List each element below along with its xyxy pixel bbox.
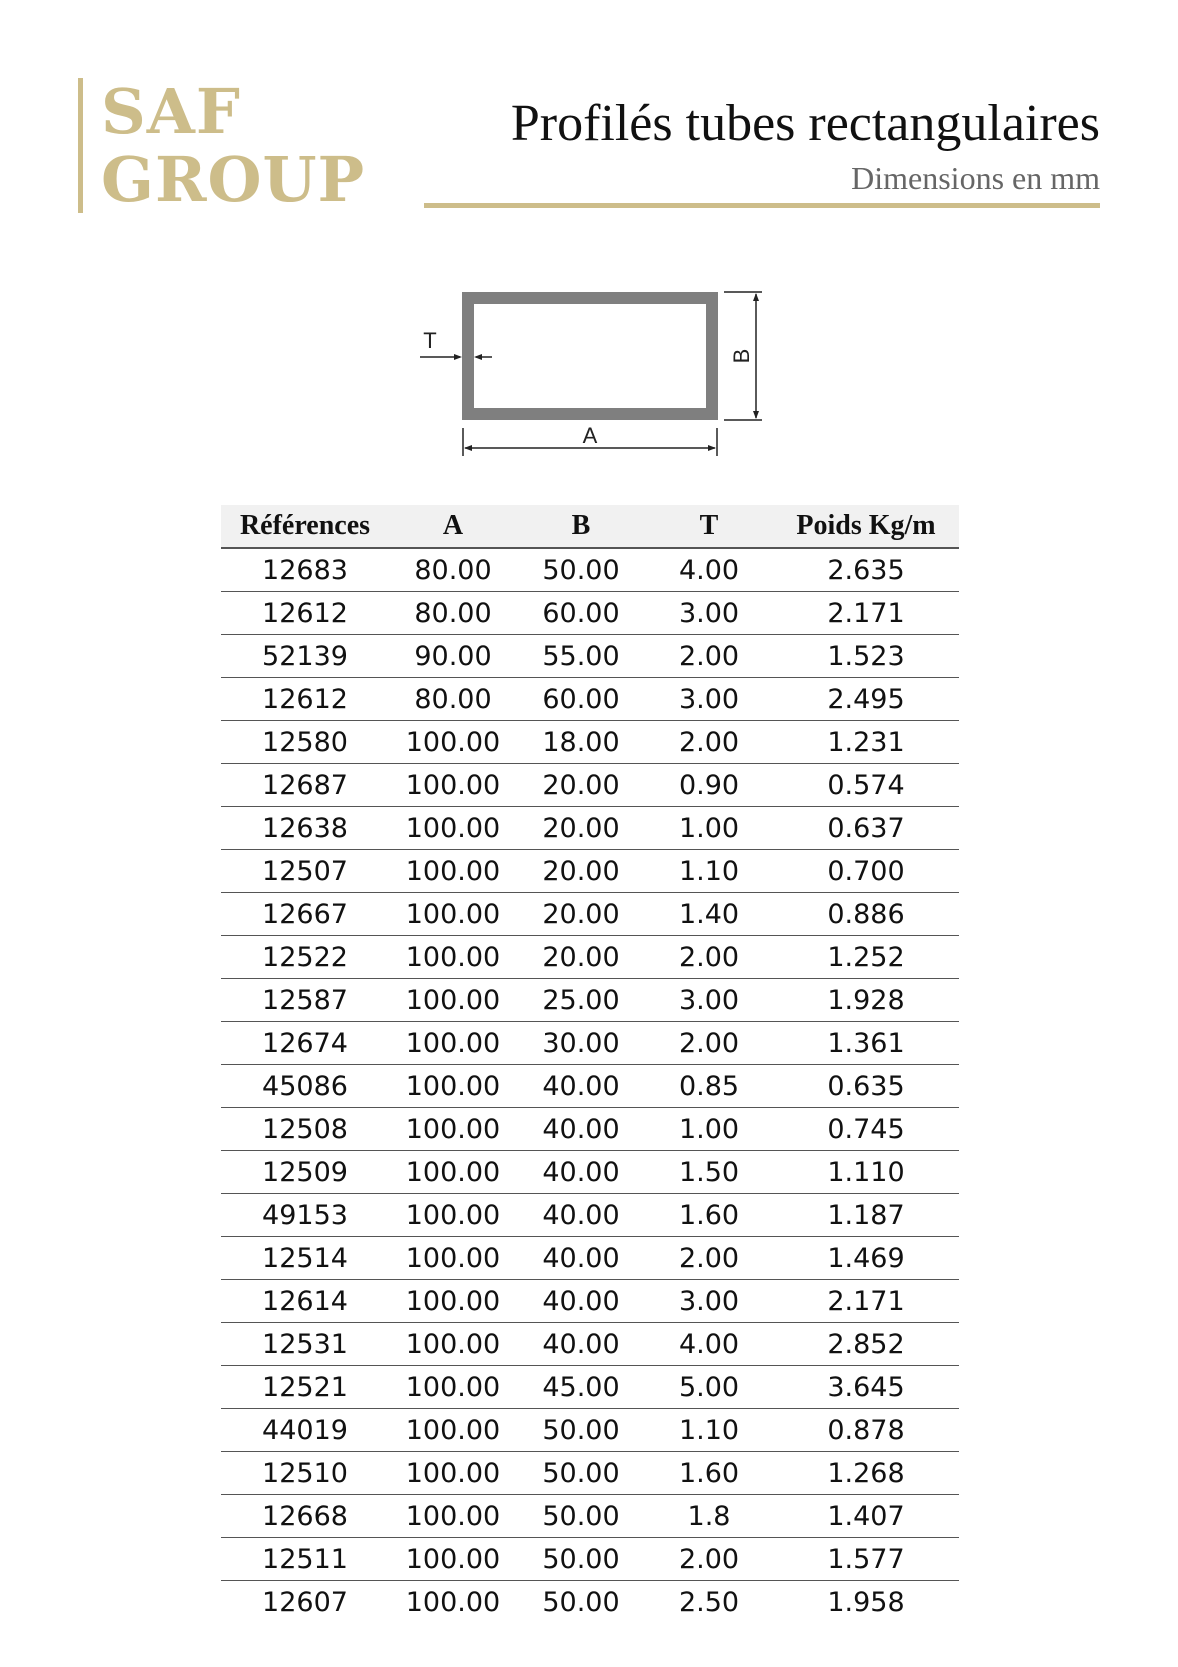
cell-reference: 12531 bbox=[221, 1323, 389, 1366]
cell-a: 100.00 bbox=[389, 893, 517, 936]
cell-reference: 44019 bbox=[221, 1409, 389, 1452]
cell-t: 3.00 bbox=[645, 592, 773, 635]
cell-t: 4.00 bbox=[645, 548, 773, 592]
cell-b: 50.00 bbox=[517, 1409, 645, 1452]
table-row bbox=[221, 1409, 959, 1452]
cell-weight: 1.577 bbox=[773, 1538, 959, 1581]
header-b: B bbox=[517, 505, 645, 548]
cell-reference: 12587 bbox=[221, 979, 389, 1022]
cell-a: 100.00 bbox=[389, 1194, 517, 1237]
cell-reference: 52139 bbox=[221, 635, 389, 678]
cell-reference: 12612 bbox=[221, 678, 389, 721]
cell-b: 40.00 bbox=[517, 1280, 645, 1323]
cell-reference: 12612 bbox=[221, 592, 389, 635]
cell-t: 1.40 bbox=[645, 893, 773, 936]
logo-line-2: GROUP bbox=[101, 143, 366, 216]
cell-b: 40.00 bbox=[517, 1151, 645, 1194]
cell-b: 40.00 bbox=[517, 1323, 645, 1366]
profile-inner bbox=[474, 304, 706, 408]
cell-t: 0.90 bbox=[645, 764, 773, 807]
cell-b: 20.00 bbox=[517, 936, 645, 979]
cell-reference: 12508 bbox=[221, 1108, 389, 1151]
table-row bbox=[221, 1581, 959, 1624]
cell-reference: 45086 bbox=[221, 1065, 389, 1108]
cell-reference: 12511 bbox=[221, 1538, 389, 1581]
cell-reference: 12509 bbox=[221, 1151, 389, 1194]
header-references: Références bbox=[221, 505, 389, 548]
a-label: A bbox=[582, 423, 598, 448]
cell-t: 2.00 bbox=[645, 936, 773, 979]
cell-b: 60.00 bbox=[517, 678, 645, 721]
company-logo bbox=[78, 75, 366, 216]
table-row bbox=[221, 1366, 959, 1409]
cell-b: 50.00 bbox=[517, 1452, 645, 1495]
cell-a: 100.00 bbox=[389, 764, 517, 807]
cell-a: 100.00 bbox=[389, 1022, 517, 1065]
cell-b: 20.00 bbox=[517, 850, 645, 893]
cell-b: 18.00 bbox=[517, 721, 645, 764]
logo-line-1: SAF bbox=[101, 75, 241, 148]
cell-t: 2.00 bbox=[645, 1237, 773, 1280]
cell-a: 100.00 bbox=[389, 1065, 517, 1108]
cell-weight: 2.635 bbox=[773, 548, 959, 592]
header-a: A bbox=[389, 505, 517, 548]
cell-weight: 0.700 bbox=[773, 850, 959, 893]
table-row bbox=[221, 635, 959, 678]
cell-t: 1.00 bbox=[645, 807, 773, 850]
cell-a: 100.00 bbox=[389, 1452, 517, 1495]
cell-weight: 1.361 bbox=[773, 1022, 959, 1065]
cell-weight: 1.928 bbox=[773, 979, 959, 1022]
table-row bbox=[221, 1022, 959, 1065]
table-row bbox=[221, 1323, 959, 1366]
b-arrowhead-bottom bbox=[753, 411, 759, 419]
cell-b: 40.00 bbox=[517, 1065, 645, 1108]
cell-b: 20.00 bbox=[517, 807, 645, 850]
cell-b: 40.00 bbox=[517, 1108, 645, 1151]
cell-a: 100.00 bbox=[389, 1108, 517, 1151]
cell-t: 2.50 bbox=[678, 1586, 740, 1618]
table-row bbox=[221, 721, 959, 764]
cell-a: 100.00 bbox=[389, 807, 517, 850]
cell-a: 100.00 bbox=[389, 1495, 517, 1538]
cell-reference: 12687 bbox=[221, 764, 389, 807]
cell-t: 1.60 bbox=[645, 1194, 773, 1237]
cell-t: 3.00 bbox=[645, 678, 773, 721]
t-arrowhead-left bbox=[454, 354, 462, 360]
cell-reference: 12607 bbox=[262, 1586, 348, 1618]
header-divider bbox=[424, 203, 1100, 208]
cell-weight: 2.495 bbox=[773, 678, 959, 721]
cell-weight: 1.469 bbox=[773, 1237, 959, 1280]
cell-weight: 2.171 bbox=[773, 1280, 959, 1323]
cell-weight: 0.637 bbox=[773, 807, 959, 850]
table-row bbox=[221, 979, 959, 1022]
cell-reference: 12667 bbox=[221, 893, 389, 936]
cell-weight: 0.886 bbox=[773, 893, 959, 936]
cell-b: 55.00 bbox=[517, 635, 645, 678]
cell-a: 100.00 bbox=[389, 936, 517, 979]
cell-weight: 3.645 bbox=[773, 1366, 959, 1409]
cell-weight: 0.745 bbox=[773, 1108, 959, 1151]
t-label: T bbox=[423, 328, 437, 353]
cell-reference: 12514 bbox=[221, 1237, 389, 1280]
cell-weight: 0.878 bbox=[773, 1409, 959, 1452]
cell-weight: 1.268 bbox=[773, 1452, 959, 1495]
table-row bbox=[221, 1538, 959, 1581]
cell-t: 3.00 bbox=[645, 1280, 773, 1323]
cell-a: 100.00 bbox=[389, 721, 517, 764]
cell-weight: 0.574 bbox=[773, 764, 959, 807]
profile-diagram bbox=[408, 280, 768, 470]
a-arrowhead-left bbox=[464, 445, 472, 451]
cell-t: 3.00 bbox=[645, 979, 773, 1022]
cell-reference: 12510 bbox=[221, 1452, 389, 1495]
cell-t: 0.85 bbox=[645, 1065, 773, 1108]
table-row bbox=[221, 1452, 959, 1495]
cell-weight: 1.110 bbox=[773, 1151, 959, 1194]
cell-t: 4.00 bbox=[645, 1323, 773, 1366]
cell-reference: 12522 bbox=[221, 936, 389, 979]
b-arrowhead-top bbox=[753, 293, 759, 301]
cell-t: 1.8 bbox=[645, 1495, 773, 1538]
cell-b: 50.00 bbox=[517, 548, 645, 592]
header-weight: Poids Kg/m bbox=[773, 505, 959, 548]
table-row bbox=[221, 1151, 959, 1194]
cell-weight: 1.523 bbox=[773, 635, 959, 678]
table-row bbox=[221, 678, 959, 721]
cell-b: 40.00 bbox=[517, 1194, 645, 1237]
cell-a: 100.00 bbox=[389, 1237, 517, 1280]
table-row bbox=[221, 1495, 959, 1538]
cell-reference: 12521 bbox=[221, 1366, 389, 1409]
a-arrowhead-right bbox=[708, 445, 716, 451]
cell-b: 45.00 bbox=[517, 1366, 645, 1409]
page-subtitle: Dimensions en mm bbox=[851, 160, 1100, 196]
cell-weight: 1.407 bbox=[773, 1495, 959, 1538]
cell-a: 100.00 bbox=[389, 1366, 517, 1409]
cell-a: 100.00 bbox=[389, 979, 517, 1022]
cell-a: 100.00 bbox=[389, 1151, 517, 1194]
cell-t: 1.10 bbox=[645, 850, 773, 893]
cell-b: 50.00 bbox=[542, 1586, 620, 1618]
cell-reference: 49153 bbox=[221, 1194, 389, 1237]
cell-a: 80.00 bbox=[389, 548, 517, 592]
cell-b: 60.00 bbox=[517, 592, 645, 635]
table-row bbox=[221, 764, 959, 807]
table-row bbox=[221, 1194, 959, 1237]
cell-t: 2.00 bbox=[645, 721, 773, 764]
cell-b: 20.00 bbox=[517, 893, 645, 936]
cell-t: 1.50 bbox=[645, 1151, 773, 1194]
cell-a: 80.00 bbox=[389, 678, 517, 721]
cell-reference: 12580 bbox=[221, 721, 389, 764]
cell-reference: 12614 bbox=[221, 1280, 389, 1323]
cell-b: 50.00 bbox=[517, 1495, 645, 1538]
cell-b: 20.00 bbox=[517, 764, 645, 807]
cell-reference: 12683 bbox=[221, 548, 389, 592]
cell-t: 2.00 bbox=[645, 1538, 773, 1581]
table-row bbox=[221, 1280, 959, 1323]
table-row bbox=[221, 1108, 959, 1151]
cell-weight: 1.252 bbox=[773, 936, 959, 979]
cell-reference: 12638 bbox=[221, 807, 389, 850]
cell-b: 25.00 bbox=[517, 979, 645, 1022]
cell-t: 1.10 bbox=[645, 1409, 773, 1452]
cell-t: 1.00 bbox=[645, 1108, 773, 1151]
cell-b: 30.00 bbox=[517, 1022, 645, 1065]
cell-weight: 1.958 bbox=[827, 1586, 905, 1618]
cell-a: 100.00 bbox=[389, 1409, 517, 1452]
page-title: Profilés tubes rectangulaires bbox=[510, 95, 1100, 152]
cell-weight: 1.187 bbox=[773, 1194, 959, 1237]
cell-a: 100.00 bbox=[389, 1280, 517, 1323]
table-row bbox=[221, 893, 959, 936]
table-header-row bbox=[221, 505, 959, 548]
table-row bbox=[221, 592, 959, 635]
cell-a: 100.00 bbox=[389, 850, 517, 893]
specifications-table bbox=[221, 505, 959, 1623]
cell-reference: 12668 bbox=[221, 1495, 389, 1538]
table-body bbox=[221, 548, 959, 1623]
cell-a: 90.00 bbox=[389, 635, 517, 678]
cell-weight: 2.852 bbox=[773, 1323, 959, 1366]
table-row bbox=[221, 850, 959, 893]
table-row bbox=[221, 1065, 959, 1108]
table-row bbox=[221, 936, 959, 979]
cell-reference: 12674 bbox=[221, 1022, 389, 1065]
cell-a: 100.00 bbox=[389, 1538, 517, 1581]
cell-weight: 0.635 bbox=[773, 1065, 959, 1108]
table-row bbox=[221, 1237, 959, 1280]
cell-b: 50.00 bbox=[517, 1538, 645, 1581]
cell-weight: 2.171 bbox=[773, 592, 959, 635]
cell-t: 2.00 bbox=[645, 635, 773, 678]
table-row bbox=[221, 548, 959, 592]
cell-weight: 1.231 bbox=[773, 721, 959, 764]
cell-t: 2.00 bbox=[645, 1022, 773, 1065]
table-row bbox=[221, 807, 959, 850]
cell-a: 100.00 bbox=[389, 1323, 517, 1366]
b-label: B bbox=[729, 348, 754, 364]
cell-t: 1.60 bbox=[645, 1452, 773, 1495]
cell-reference: 12507 bbox=[221, 850, 389, 893]
cell-a: 80.00 bbox=[389, 592, 517, 635]
cell-b: 40.00 bbox=[517, 1237, 645, 1280]
cell-t: 5.00 bbox=[645, 1366, 773, 1409]
header-t: T bbox=[645, 505, 773, 548]
cell-a: 100.00 bbox=[405, 1586, 501, 1618]
